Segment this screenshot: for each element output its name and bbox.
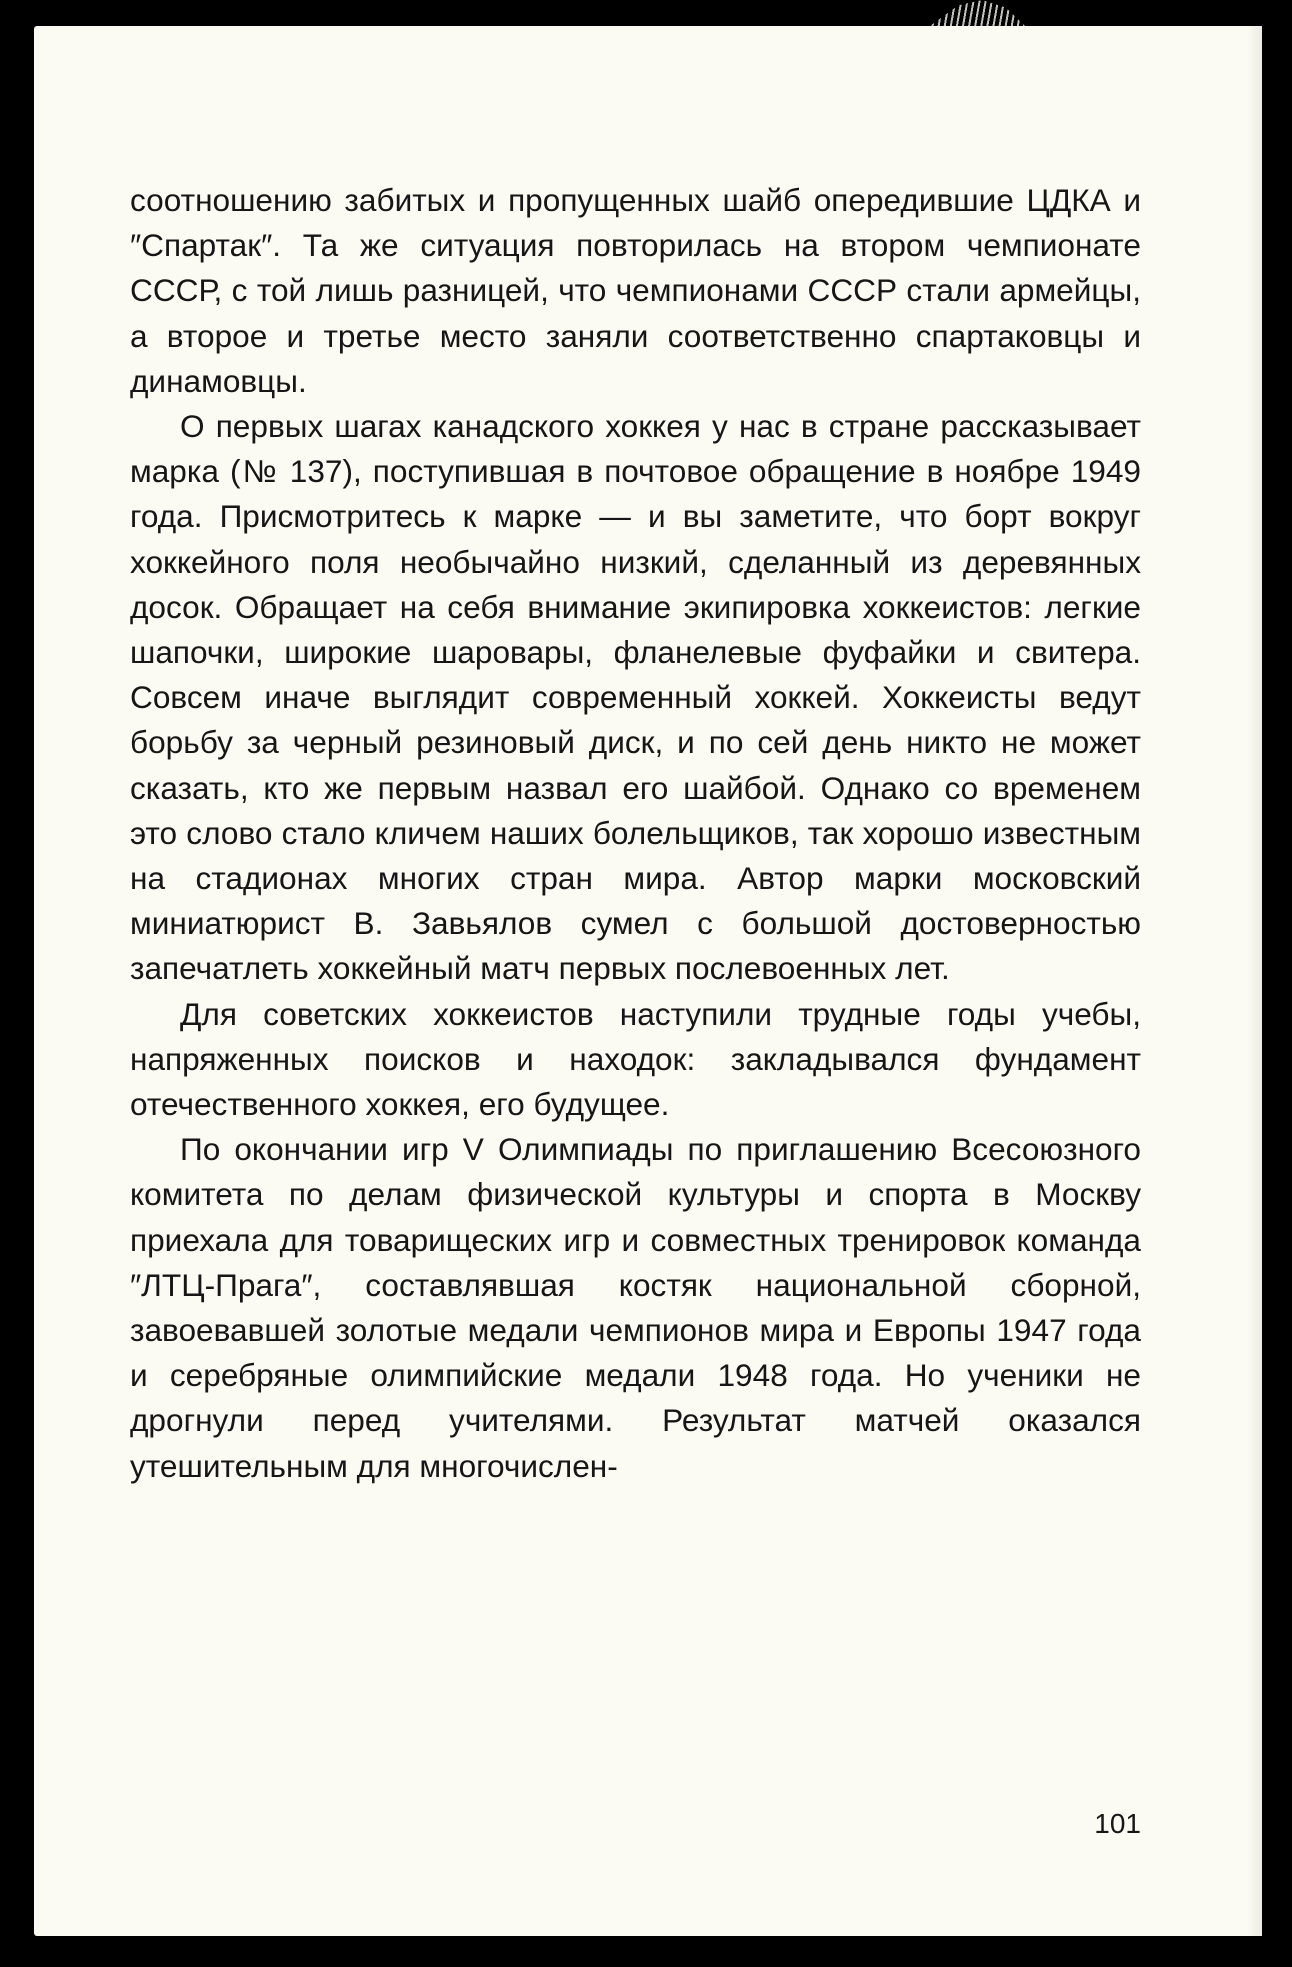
body-text bbox=[130, 178, 1141, 1489]
paragraph-4: По окончании игр V Олимпиады по приглашению Всесоюзного комитета по делам физической культуры и спорта в Москву приехала для товарищеских игр и совместных тренировок команда ″ЛТЦ-Прага″, составлявшая костяк национальной сборной, завоевавшей золотые медали чемпионов мира и Европы 1947 года и серебряные олимпийские медали 1948 года. Но ученики не дрогнули перед учителями. Результат матчей оказался утешительным для многочислен- bbox=[130, 1131, 1141, 1484]
paragraph-2: О первых шагах канадского хоккея у нас в стране рассказывает марка (№ 137), поступившая в почтовое обращение в ноябре 1949 года. Присмотритесь к марке — и вы заметите, что борт вокруг хоккейного поля необычайно низкий, сделанный из деревянных досок. Обращает на себя внимание экипировка хоккеистов: легкие шапочки, широкие шаровары, фланелевые фуфайки и свитера. Совсем иначе выглядит современный хоккей. Хоккеисты ведут борьбу за черный резиновый диск, и по сей день никто не может сказать, кто же первым назвал его шайбой. Однако со временем это слово стало кличем наших болельщиков, так хорошо известным на стадионах многих стран мира. Автор марки московский миниатюрист В. Завьялов сумел с большой достоверностью запечатлеть хоккейный матч первых послевоенных лет. bbox=[130, 408, 1141, 987]
page-number: 101 bbox=[1094, 1808, 1141, 1839]
book-page bbox=[34, 26, 1262, 1936]
paragraph-1: соотношению забитых и пропущенных шайб опередившие ЦДКА и ″Спартак″. Та же ситуация повторилась на втором чемпионате СССР, с той лишь разницей, что чемпионами СССР стали армейцы, а второе и третье место заняли соответственно спартаковцы и динамовцы. bbox=[130, 182, 1141, 399]
torn-paper-fibers bbox=[930, 0, 1025, 26]
paragraph-3: Для советских хоккеистов наступили трудные годы учебы, напряженных поисков и находок: закладывался фундамент отечественного хоккея, его будущее. bbox=[130, 995, 1141, 1123]
page-edge-shadow bbox=[1248, 26, 1262, 1936]
